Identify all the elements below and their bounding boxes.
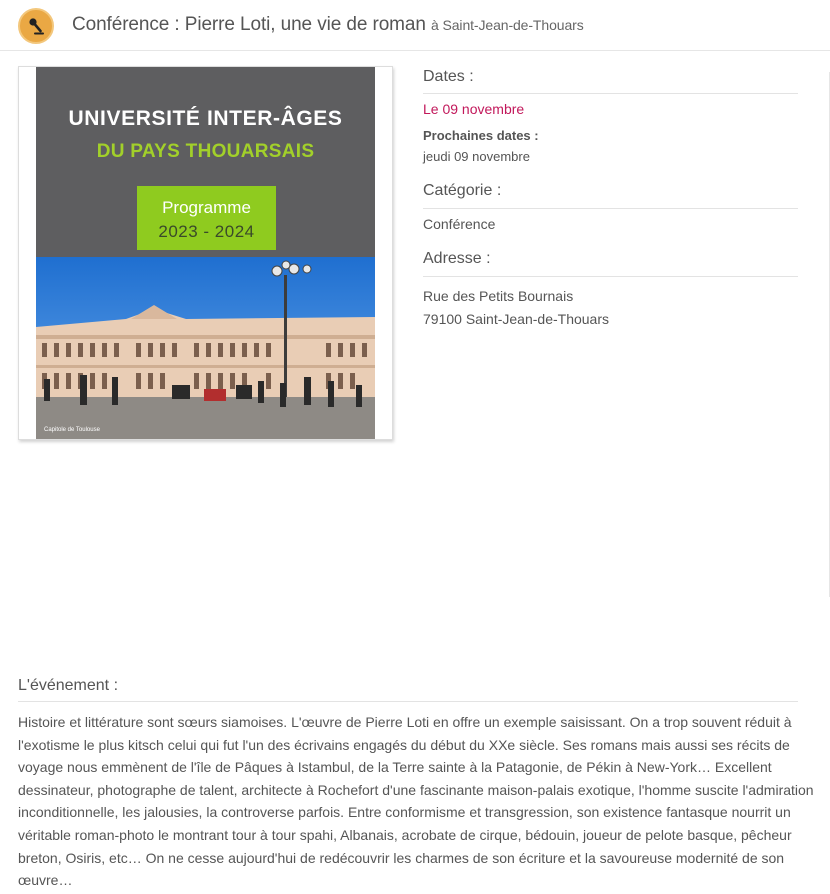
address-heading: Adresse : (423, 250, 491, 267)
program-badge (137, 186, 276, 250)
divider (423, 93, 798, 94)
category-value: Conférence (423, 216, 496, 232)
event-title: Conférence : Pierre Loti, une vie de roman (72, 14, 426, 35)
event-description: Histoire et littérature sont sœurs siamoises. L'œuvre de Pierre Loti en offre un exemple saisissant. On a trop souvent réduit à l'exotisme le plus kitsch celui qui fut l'un des écrivains engagés du début du XXe siècle. Ses romans mais aussi ses récits de voyage nous emmènent de l'île de Pâques à Istambul, de la Terre sainte à la Patagonie, de Pékin à New-York… Excellent dessinateur, photographe de talent, architecte à Rochefort d'une fascinante maison-palais exotique, l'homme suscite l'admiration inconditionnelle, les jalousies, la controverse parfois. Entre conformisme et transgression, son existence fantasque nourrit un véritable roman-photo le montrant tour à tour spahi, Albanais, acrobate de cirque, bédouin, joueur de pelote basque, pêcheur breton, Osiris, etc… On ne cesse aujourd'hui de redécouvrir les charmes de son écriture et la savoureuse modernité de son œuvre… (18, 714, 814, 889)
address-city: 79100 Saint-Jean-de-Thouars (423, 311, 610, 327)
event-poster[interactable] (18, 66, 393, 440)
divider (423, 276, 798, 277)
photo-caption: Capitole de Toulouse (44, 427, 100, 433)
divider (18, 701, 798, 702)
poster-subtitle: DU PAYS THOUARSAIS (96, 141, 315, 162)
event-date: Le 09 novembre (423, 101, 525, 117)
event-location: à Saint-Jean-de-Thouars (431, 17, 584, 33)
poster-header-band (36, 67, 375, 257)
next-dates-label: Prochaines dates : (423, 128, 539, 143)
program-label: Programme (162, 198, 251, 217)
address-street: Rue des Petits Bournais (423, 288, 574, 304)
program-years: 2023 - 2024 (158, 222, 255, 241)
microphone-icon (18, 8, 54, 44)
next-dates-value: jeudi 09 novembre (423, 149, 530, 164)
page-header (0, 0, 830, 51)
divider (423, 208, 798, 209)
page-title (72, 14, 584, 36)
dates-heading: Dates : (423, 68, 474, 85)
category-heading: Catégorie : (423, 182, 502, 199)
poster-title: UNIVERSITÉ INTER-ÂGES (68, 107, 343, 130)
event-heading: L'événement : (18, 677, 119, 694)
capitole-photo (36, 257, 375, 439)
